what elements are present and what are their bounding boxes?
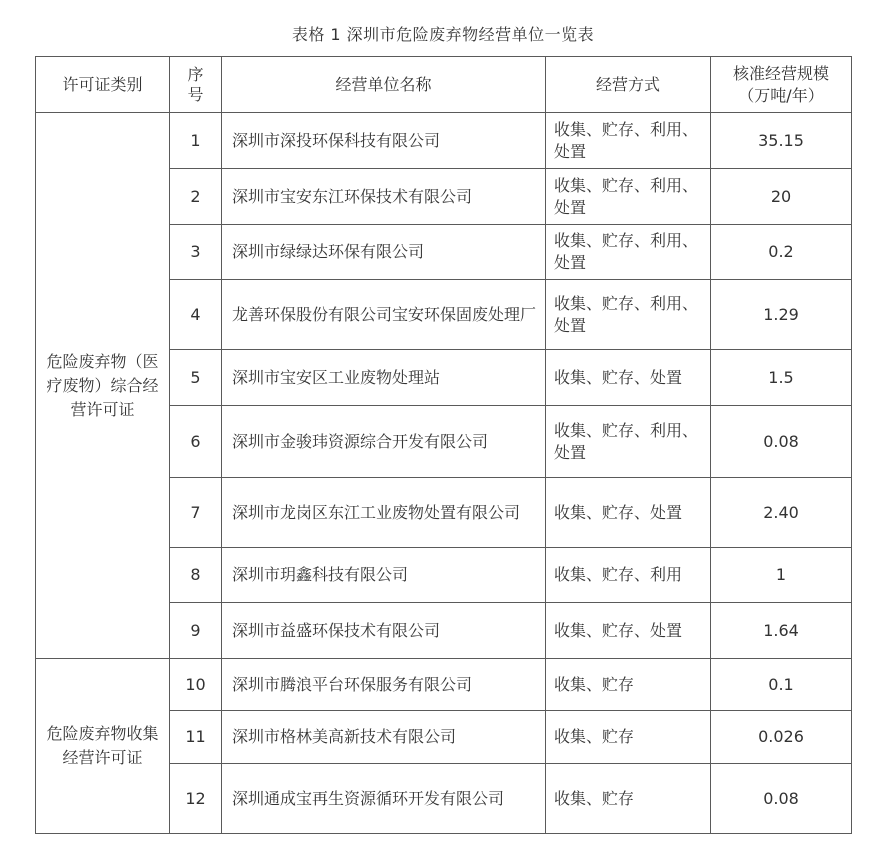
hazardous-waste-table <box>35 56 852 834</box>
seq-cell: 11 <box>170 711 222 764</box>
seq-cell: 9 <box>170 603 222 659</box>
scale-cell: 2.40 <box>711 478 852 548</box>
seq-cell: 10 <box>170 659 222 711</box>
seq-cell: 2 <box>170 169 222 225</box>
header-seq-line2: 号 <box>187 84 204 104</box>
header-category: 许可证类别 <box>36 57 170 113</box>
company-name-cell: 龙善环保股份有限公司宝安环保固废处理厂 <box>222 280 546 350</box>
scale-cell: 1 <box>711 548 852 603</box>
operation-mode-cell: 收集、贮存、利用、处置 <box>546 280 711 350</box>
scale-cell: 0.1 <box>711 659 852 711</box>
scale-cell: 0.2 <box>711 225 852 280</box>
scale-cell: 35.15 <box>711 113 852 169</box>
table-caption: 表格 1 深圳市危险废弃物经营单位一览表 <box>291 25 595 44</box>
category-cell-collection: 危险废弃物收集经营许可证 <box>36 659 170 834</box>
table-row <box>36 113 852 169</box>
operation-mode-cell: 收集、贮存、处置 <box>546 603 711 659</box>
header-row <box>36 57 852 113</box>
operation-mode-cell: 收集、贮存、利用、处置 <box>546 225 711 280</box>
header-scale-line1: 核准经营规模 <box>732 63 829 83</box>
seq-cell: 4 <box>170 280 222 350</box>
operation-mode-cell: 收集、贮存、利用、处置 <box>546 406 711 478</box>
scale-cell: 0.08 <box>711 406 852 478</box>
scale-cell: 0.08 <box>711 764 852 834</box>
seq-cell: 12 <box>170 764 222 834</box>
company-name-cell: 深圳市格林美高新技术有限公司 <box>222 711 546 764</box>
scale-cell: 0.026 <box>711 711 852 764</box>
company-name-cell: 深圳市宝安东江环保技术有限公司 <box>222 169 546 225</box>
company-name-cell: 深圳市玥鑫科技有限公司 <box>222 548 546 603</box>
header-name: 经营单位名称 <box>222 57 546 113</box>
operation-mode-cell: 收集、贮存 <box>546 764 711 834</box>
operation-mode-cell: 收集、贮存、处置 <box>546 478 711 548</box>
scale-cell: 1.29 <box>711 280 852 350</box>
operation-mode-cell: 收集、贮存、利用、处置 <box>546 113 711 169</box>
scale-cell: 20 <box>711 169 852 225</box>
seq-cell: 6 <box>170 406 222 478</box>
seq-cell: 8 <box>170 548 222 603</box>
header-scale <box>711 57 852 113</box>
company-name-cell: 深圳市宝安区工业废物处理站 <box>222 350 546 406</box>
seq-cell: 7 <box>170 478 222 548</box>
table-row <box>36 659 852 711</box>
seq-cell: 1 <box>170 113 222 169</box>
company-name-cell: 深圳市益盛环保技术有限公司 <box>222 603 546 659</box>
category-cell-comprehensive: 危险废弃物（医疗废物）综合经营许可证 <box>36 113 170 659</box>
company-name-cell: 深圳市龙岗区东江工业废物处置有限公司 <box>222 478 546 548</box>
seq-cell: 5 <box>170 350 222 406</box>
company-name-cell: 深圳市金骏玮资源综合开发有限公司 <box>222 406 546 478</box>
header-mode: 经营方式 <box>546 57 711 113</box>
company-name-cell: 深圳市腾浪平台环保服务有限公司 <box>222 659 546 711</box>
header-seq-line1: 序 <box>187 64 204 84</box>
seq-cell: 3 <box>170 225 222 280</box>
scale-cell: 1.64 <box>711 603 852 659</box>
company-name-cell: 深圳市绿绿达环保有限公司 <box>222 225 546 280</box>
operation-mode-cell: 收集、贮存、处置 <box>546 350 711 406</box>
company-name-cell: 深圳市深投环保科技有限公司 <box>222 113 546 169</box>
company-name-cell: 深圳通成宝再生资源循环开发有限公司 <box>222 764 546 834</box>
operation-mode-cell: 收集、贮存 <box>546 711 711 764</box>
header-seq <box>170 57 222 113</box>
operation-mode-cell: 收集、贮存 <box>546 659 711 711</box>
header-scale-line2: （万吨/年） <box>738 85 824 105</box>
operation-mode-cell: 收集、贮存、利用、处置 <box>546 169 711 225</box>
scale-cell: 1.5 <box>711 350 852 406</box>
operation-mode-cell: 收集、贮存、利用 <box>546 548 711 603</box>
